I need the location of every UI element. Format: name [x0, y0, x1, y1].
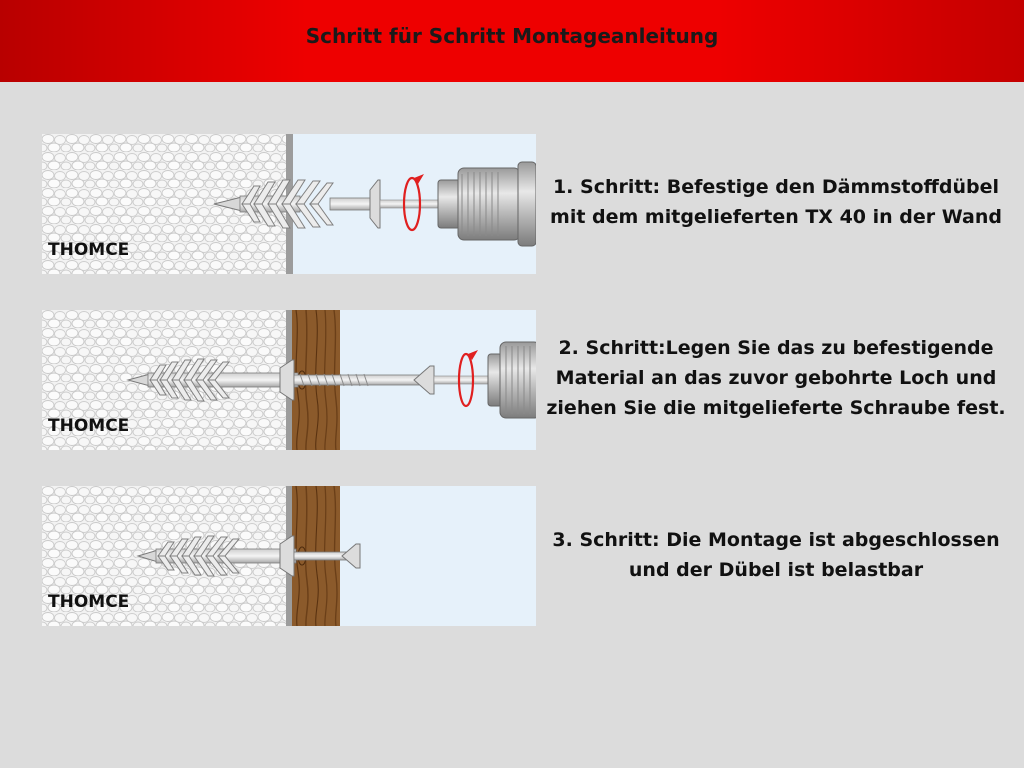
- step-3-line-1: 3. Schritt: Die Montage ist abgeschlossen: [552, 529, 1000, 551]
- step-3-description: [538, 525, 1014, 585]
- brand-label: THOMCE: [48, 592, 130, 612]
- step-3-illustration: [42, 486, 536, 626]
- step-2-line-1: 2. Schritt:Legen Sie das zu befestigende: [558, 337, 994, 359]
- step-3-line-2: und der Dübel ist belastbar: [628, 559, 924, 581]
- step-1-description: [538, 172, 1014, 232]
- page-header: [0, 0, 1024, 82]
- step-2-line-3: ziehen Sie die mitgelieferte Schraube fest.: [546, 397, 1006, 419]
- page-title: Schritt für Schritt Montageanleitung: [305, 24, 719, 48]
- step-2-illustration: [42, 310, 536, 450]
- brand-label: THOMCE: [48, 240, 130, 260]
- brand-label: THOMCE: [48, 416, 130, 436]
- step-1-illustration: [42, 134, 536, 274]
- step-2-description: [538, 333, 1014, 423]
- step-2-line-2: Material an das zuvor gebohrte Loch und: [555, 367, 997, 389]
- step-1-line-1: 1. Schritt: Befestige den Dämmstoffdübel: [552, 176, 1000, 198]
- step-1-line-2: mit dem mitgelieferten TX 40 in der Wand: [550, 206, 1002, 228]
